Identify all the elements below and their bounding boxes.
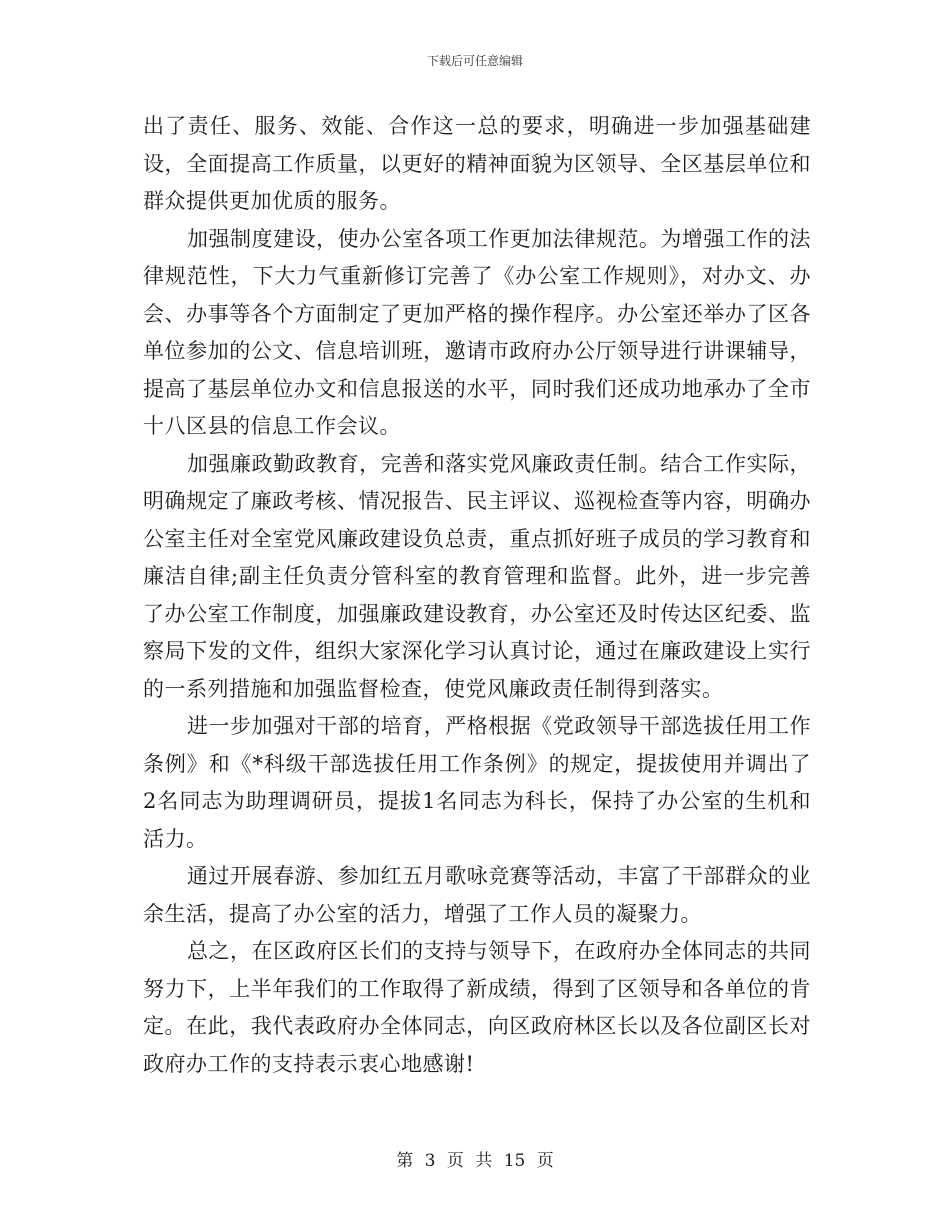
paragraph-continuation: 出了责任、服务、效能、合作这一总的要求，明确进一步加强基础建设，全面提高工作质量，以更好的精神面貌为区领导、全区基层单位和群众提供更加优质的服务。 [143,114,811,213]
paragraph-integrity-education: 加强廉政勤政教育，完善和落实党风廉政责任制。结合工作实际，明确规定了廉政考核、情况报告、民主评议、巡视检查等内容，明确办公室主任对全室党风廉政建设负总责，重点抓好班子成员的学习教育和廉洁自律;副主任负责分管科室的教育管理和监督。此外，进一步完善了办公室工作制度，加强廉政建设教育，办公室还及时传达区纪委、监察局下发的文件，组织大家深化学习认真讨论，通过在廉政建设上实行的一系列措施和加强监督检查，使党风廉政责任制得到落实。 [143,451,811,701]
page-number: 第 3 页 共 15 页 [396,1151,554,1171]
paragraph-system-building: 加强制度建设，使办公室各项工作更加法律规范。为增强工作的法律规范性，下大力气重新修订完善了《办公室工作规则》，对办文、办会、办事等各个方面制定了更加严格的操作程序。办公室还举办了区各单位参加的公文、信息培训班，邀请市政府办公厅领导进行讲课辅导，提高了基层单位办文和信息报送的水平，同时我们还成功地承办了全市十八区县的信息工作会议。 [143,226,811,438]
paragraph-cadre-training: 进一步加强对干部的培育，严格根据《党政领导干部选拔任用工作条例》和《*科级干部选拔任用工作条例》的规定，提拔使用并调出了2名同志为助理调研员，提拔1名同志为科长，保持了办公室的生机和活力。 [143,714,811,851]
paragraph-activities: 通过开展春游、参加红五月歌咏竞赛等活动，丰富了干部群众的业余生活，提高了办公室的活力，增强了工作人员的凝聚力。 [143,864,811,926]
document-body [143,108,811,1083]
paragraph-conclusion: 总之，在区政府区长们的支持与领导下，在政府办全体同志的共同努力下，上半年我们的工作取得了新成绩，得到了区领导和各单位的肯定。在此，我代表政府办全体同志，向区政府林区长以及各位副区长对政府办工作的支持表示衷心地感谢! [143,939,811,1076]
page-header: 下载后可任意编辑 [426,54,523,68]
